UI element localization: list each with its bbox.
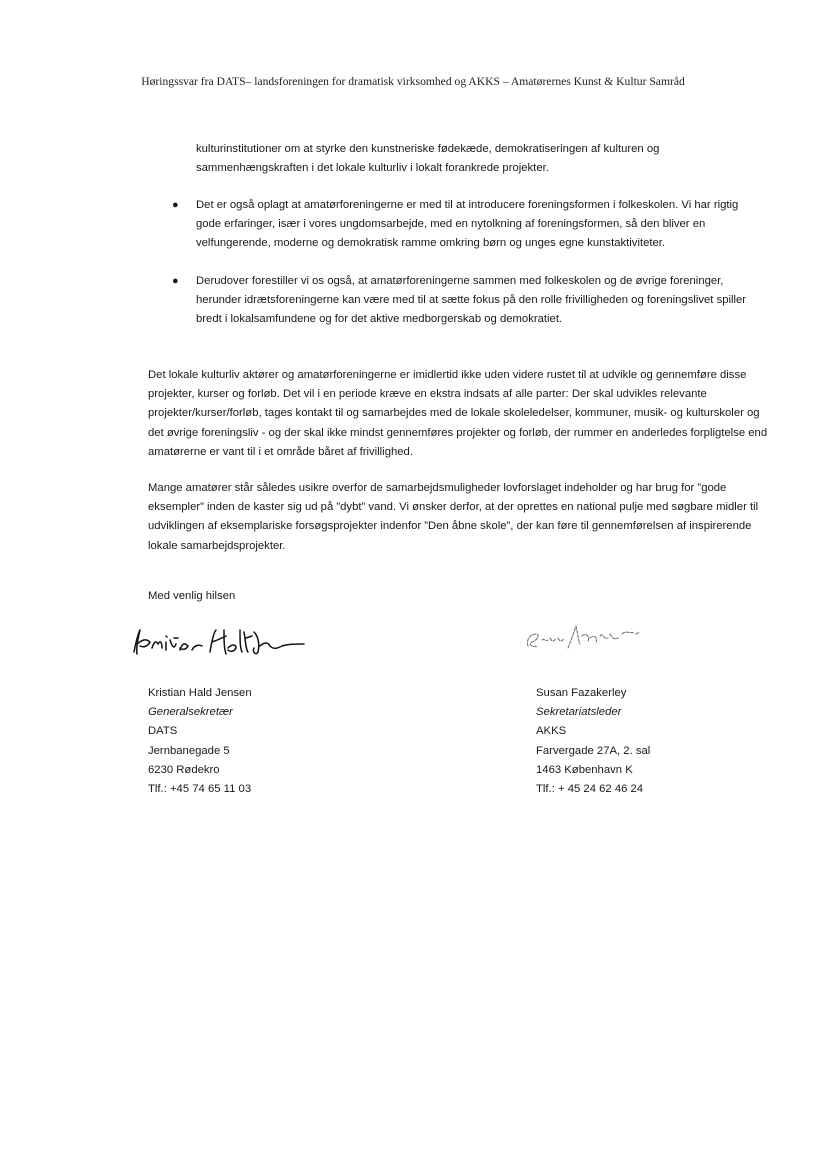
signatory-org: DATS: [148, 725, 178, 738]
closing-salutation: Med venlig hilsen: [148, 590, 236, 602]
signatory-name: Susan Fazakerley: [536, 687, 627, 699]
signature-susan: [518, 612, 648, 652]
bullet-list: [172, 196, 764, 329]
signatory-title: Sekretariatsleder: [536, 706, 622, 719]
bullet-text: Derudover forestiller vi os også, at amatørforeningerne sammen med folkeskolen og de øvrige foreninger, herunder idrætsforeningerne kan være med til at sætte fokus på den rolle frivilligheden og foreningslivet spiller bredt i lokalsamfundene og for det aktive medborgerskab og demokratiet.: [196, 274, 747, 326]
continuation-text: kulturinstitutioner om at styrke den kunstneriske fødekæde, demokratiseringen af kulturen og sammenhængskraften i det lokale kulturliv i lokalt forankrede projekter.: [196, 143, 660, 174]
bullet-item: [172, 196, 764, 254]
bullet-icon: ●: [172, 274, 179, 287]
signatory-org: AKKS: [536, 725, 567, 738]
signatory-name: Kristian Hald Jensen: [148, 687, 252, 699]
bullet-item: [172, 272, 764, 330]
signatory-address: Jernbanegade 5: [148, 744, 230, 757]
signatory-phone: Tlf.: + 45 24 62 46 24: [536, 783, 644, 796]
signatory-postal: 1463 København K: [536, 763, 633, 776]
signatory-postal: 6230 Rødekro: [148, 763, 220, 776]
signatory-phone: Tlf.: +45 74 65 11 03: [148, 783, 252, 796]
signatory-block-akks: [536, 684, 650, 799]
bullet-text: Det er også oplagt at amatørforeningerne er med til at introducere foreningsformen i folkeskolen. Vi har rigtig gode erfaringer, især i vores ungdomsarbejde, med en nytolkning af foreningsformen, så den bliver en velfungerende, moderne og demokratisk ramme omkring børn og unges egne kunstaktiviteter.: [196, 199, 739, 250]
signatory-block-dats: [148, 684, 252, 799]
bullet-icon: ●: [172, 199, 179, 211]
page-header: Høringssvar fra DATS– landsforeningen for dramatisk virksomhed og AKKS – Amatørernes Kunst & Kultur Samråd: [141, 75, 685, 88]
signatory-address: Farvergade 27A, 2. sal: [536, 744, 651, 757]
body-paragraph: Det lokale kulturliv aktører og amatørforeningerne er imidlertid ikke uden videre rustet til at udvikle og gennemføre disse projekter, kurser og forløb. Det vil i en periode kræve en ekstra indsats af alle parter: Der skal udvikles relevante projekter/kurser/forløb, tages kontakt til og samarbejdes med de lokale skoleledelser, kommuner, musik- og kulturskoler og det øvrige foreningsliv - og der skal ikke mindst gennemføres projekter og forløb, der rummer en anderledes forpligtelse end amatørerne er vant til i et område båret af frivillighed.: [148, 369, 768, 458]
body-paragraph: Mange amatører står således usikre overfor de samarbejdsmuligheder lovforslaget indeholder og har brug for ”gode eksempler” inden de kaster sig ud på ”dybt” vand. Vi ønsker derfor, at der oprettes en national pulje med søgbare midler til udviklingen af eksemplariske forsøgsprojekter indenfor ”Den åbne skole”, der kan føre til gennemførelsen af inspirerende lokale samarbejdsprojekter.: [148, 482, 759, 552]
signatory-title: Generalsekretær: [148, 706, 233, 719]
signature-kristian: [128, 622, 308, 662]
